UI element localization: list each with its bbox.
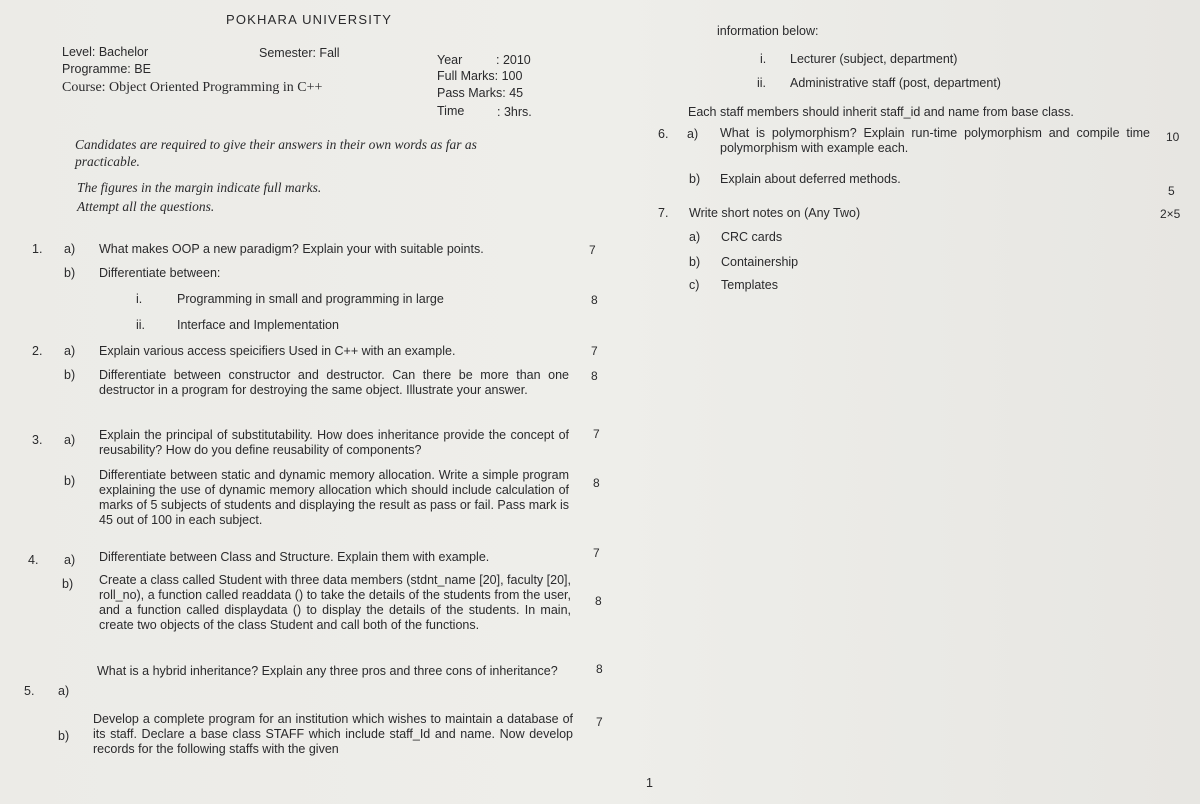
programme: Programme: BE: [62, 62, 151, 76]
question-marks: 7: [596, 715, 603, 729]
level: Level: Bachelor: [62, 45, 149, 59]
continuation-text: information below:: [717, 24, 819, 38]
part-label: b): [64, 266, 76, 280]
question-number: 1.: [32, 242, 43, 256]
inherit-note: Each staff members should inherit staff_id and name from base class.: [688, 105, 1074, 119]
question-marks: 8: [593, 476, 600, 490]
question-marks: 7: [591, 344, 598, 358]
question-number: 4.: [28, 553, 39, 567]
question-marks: 8: [596, 662, 603, 676]
question-marks: 5: [1168, 184, 1175, 198]
question-text: Differentiate between constructor and destructor. Can there be more than one destructor in a program for destroying the same object. Illustrate your answer.: [99, 368, 569, 397]
question-text: Explain various access speicifiers Used in C++ with an example.: [99, 344, 456, 358]
question-text: Write short notes on (Any Two): [689, 206, 861, 220]
part-label: a): [64, 242, 76, 256]
question-number: 3.: [32, 433, 43, 447]
year-label: Year: [437, 53, 463, 67]
part-label: a): [58, 684, 70, 698]
question-text: What is polymorphism? Explain run-time polymorphism and compile time polymorphism with example each.: [720, 126, 1150, 155]
pass-marks: Pass Marks: 45: [437, 86, 524, 100]
time-value: : 3hrs.: [497, 105, 532, 119]
note-item-label: b): [689, 255, 701, 269]
question-text: Create a class called Student with three data members (stdnt_name [20], faculty [20], roll_no), a function called readdata () to take the details of the students from the user, and a function called displaydata () to display the details of the students. In main, create two objects of the class Student and call both of the functions.: [99, 573, 571, 632]
university-name: POKHARA UNIVERSITY: [226, 12, 393, 27]
subitem-text: Programming in small and programming in large: [177, 292, 444, 306]
page-number: 1: [646, 776, 653, 790]
note-item-text: Templates: [721, 278, 778, 292]
question-text: Differentiate between Class and Structure. Explain them with example.: [99, 550, 490, 564]
part-label: b): [58, 729, 70, 743]
question-text: Explain about deferred methods.: [720, 172, 901, 186]
subitem-label: ii.: [136, 318, 146, 332]
staff-item-text: Lecturer (subject, department): [790, 52, 958, 66]
question-number: 2.: [32, 344, 43, 358]
part-label: b): [62, 577, 74, 591]
note-item-text: Containership: [721, 255, 799, 269]
part-label: a): [64, 433, 76, 447]
part-label: a): [64, 553, 76, 567]
note-item-label: a): [689, 230, 701, 244]
instruction-line-1: Candidates are required to give their answers in their own words as far as: [75, 137, 477, 152]
question-number: 5.: [24, 684, 35, 698]
course: Course: Object Oriented Programming in C++: [62, 80, 323, 95]
question-text: What makes OOP a new paradigm? Explain your with suitable points.: [99, 242, 484, 256]
question-marks: 8: [591, 293, 598, 307]
staff-item-label: i.: [760, 52, 767, 66]
question-marks: 2×5: [1160, 207, 1181, 221]
note-item-text: CRC cards: [721, 230, 783, 244]
question-number: 6.: [658, 127, 669, 141]
question-number: 7.: [658, 206, 669, 220]
instruction-line-4: Attempt all the questions.: [77, 199, 215, 214]
part-label: b): [64, 474, 76, 488]
question-marks: 7: [593, 546, 600, 560]
question-marks: 7: [589, 243, 596, 257]
question-text: Develop a complete program for an institution which wishes to maintain a database of its staff. Declare a base class STAFF which include staff_Id and name. Now develop records for the following staffs with the given: [93, 712, 573, 756]
year-value: : 2010: [496, 53, 531, 67]
subitem-text: Interface and Implementation: [177, 318, 339, 332]
staff-item-text: Administrative staff (post, department): [790, 76, 1001, 90]
time-label: Time: [437, 104, 465, 118]
semester: Semester: Fall: [259, 46, 340, 60]
part-label: a): [64, 344, 76, 358]
instruction-line-2: practicable.: [75, 154, 140, 169]
question-marks: 7: [593, 427, 600, 441]
staff-item-label: ii.: [757, 76, 767, 90]
question-text: What is a hybrid inheritance? Explain any three pros and three cons of inheritance?: [97, 664, 558, 678]
subitem-label: i.: [136, 292, 143, 306]
part-label: a): [687, 127, 699, 141]
question-marks: 10: [1166, 130, 1180, 144]
question-marks: 8: [595, 594, 602, 608]
full-marks: Full Marks: 100: [437, 69, 523, 83]
question-text: Differentiate between static and dynamic memory allocation. Write a simple program explaining the use of dynamic memory allocation which should include calculation of marks of 5 subjects of students and displaying the result as pass or fail. Pass mark is 45 out of 100 in each subject.: [99, 468, 569, 527]
part-label: b): [64, 368, 76, 382]
instruction-line-3: The figures in the margin indicate full marks.: [77, 180, 322, 195]
question-text: Differentiate between:: [99, 266, 221, 280]
question-marks: 8: [591, 369, 598, 383]
note-item-label: c): [689, 278, 700, 292]
question-text: Explain the principal of substitutability. How does inheritance provide the concept of reusability? How do you define reusability of components?: [99, 428, 569, 457]
part-label: b): [689, 172, 701, 186]
